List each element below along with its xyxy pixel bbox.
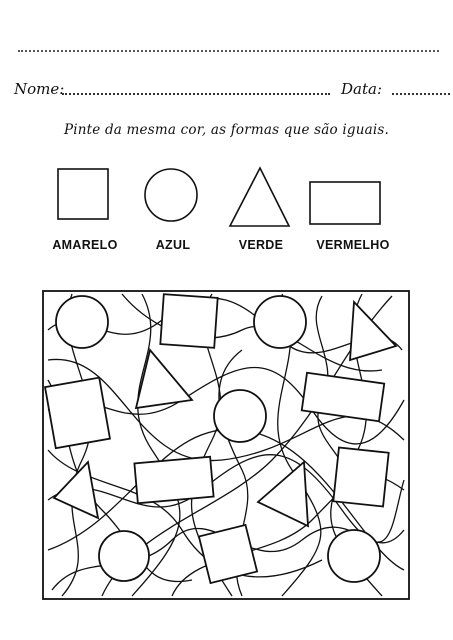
date-field[interactable] (392, 93, 450, 95)
puzzle-triangle-2 (136, 350, 192, 408)
triangle-shape (230, 168, 289, 226)
top-dotted-divider (18, 50, 439, 52)
puzzle-square-2 (199, 525, 257, 583)
instruction-text: Pinte da mesma cor, as formas que são iguais. (63, 122, 390, 138)
color-legend (0, 160, 453, 270)
puzzle-circle-3 (214, 390, 266, 442)
shapes-puzzle[interactable] (42, 290, 410, 600)
legend-rectangle (298, 160, 408, 260)
puzzle-circle-1 (56, 296, 108, 348)
puzzle-triangle-1 (350, 302, 396, 360)
name-field[interactable] (62, 93, 330, 95)
legend-label-verde: VERDE (238, 238, 284, 252)
puzzle-square-1 (160, 294, 217, 348)
square-shape (58, 169, 108, 219)
legend-label-azul: AZUL (155, 238, 191, 252)
puzzle-circle-2 (254, 296, 306, 348)
circle-shape (145, 169, 197, 221)
puzzle-rectangle-1 (45, 378, 110, 449)
worksheet-header (14, 80, 439, 102)
puzzle-rectangle-3 (134, 457, 213, 503)
puzzle-circle-4 (99, 531, 149, 581)
rectangle-shape (310, 182, 380, 224)
puzzle-rectangle-4 (333, 448, 388, 507)
date-label: Data: (341, 80, 382, 98)
puzzle-circle-5 (328, 530, 380, 582)
legend-label-vermelho: VERMELHO (316, 238, 390, 252)
puzzle-triangle-4 (258, 462, 308, 526)
name-label: Nome: (14, 80, 65, 98)
legend-label-amarelo: AMARELO (52, 238, 118, 252)
